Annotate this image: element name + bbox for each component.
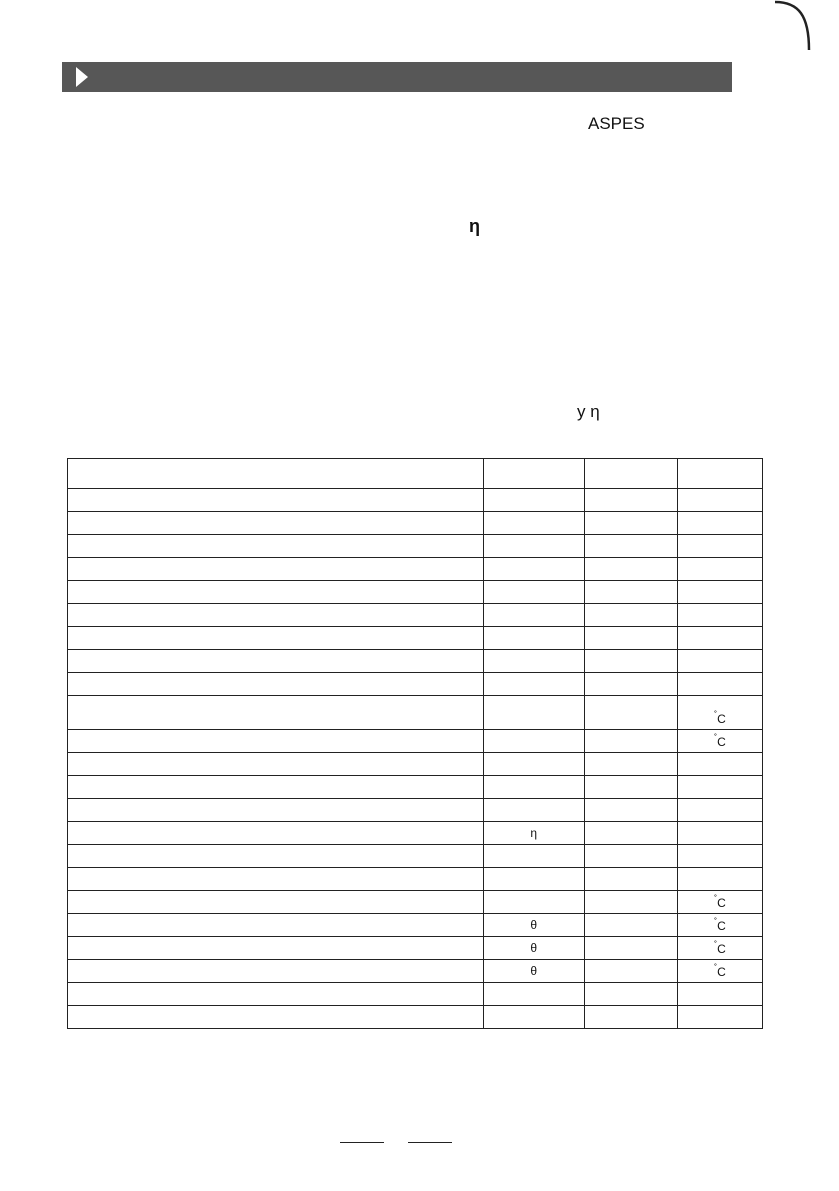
- row-label-cell: [68, 604, 484, 627]
- row-symbol-cell: [483, 459, 584, 489]
- row-symbol-cell: [483, 753, 584, 776]
- row-label-cell: [68, 983, 484, 1006]
- row-unit-cell: [677, 650, 762, 673]
- table-row: [68, 581, 763, 604]
- table-row: [68, 673, 763, 696]
- unit-letter: C: [717, 919, 726, 933]
- unit-letter: C: [717, 965, 726, 979]
- row-symbol-cell: [483, 673, 584, 696]
- row-symbol-cell: [483, 983, 584, 1006]
- row-value-cell: [584, 459, 677, 489]
- table-row: [68, 696, 763, 730]
- page-corner-curve: [773, 0, 813, 52]
- row-label-cell: [68, 753, 484, 776]
- row-label-cell: [68, 845, 484, 868]
- footer-line-left: [340, 1142, 384, 1143]
- row-value-cell: [584, 845, 677, 868]
- table-row: [68, 845, 763, 868]
- row-label-cell: [68, 799, 484, 822]
- degree-mark: ˚: [714, 917, 718, 927]
- row-value-cell: [584, 799, 677, 822]
- row-symbol-cell: [483, 581, 584, 604]
- row-unit-cell: [677, 730, 762, 753]
- play-triangle-icon: [76, 67, 88, 87]
- section-header-bar: [62, 62, 732, 92]
- unit-text: [714, 919, 726, 936]
- table-row: [68, 459, 763, 489]
- footer-line-right: [408, 1142, 452, 1143]
- table-row: [68, 960, 763, 983]
- row-value-cell: [584, 983, 677, 1006]
- row-label-cell: [68, 673, 484, 696]
- table-row: [68, 512, 763, 535]
- table-row: [68, 868, 763, 891]
- row-unit-cell: [677, 673, 762, 696]
- row-value-cell: [584, 1006, 677, 1029]
- unit-letter: C: [717, 712, 726, 726]
- row-unit-cell: [677, 868, 762, 891]
- row-symbol-cell: [483, 696, 584, 730]
- row-label-cell: [68, 937, 484, 960]
- row-symbol-cell: θ: [483, 960, 584, 983]
- row-unit-cell: [677, 581, 762, 604]
- row-symbol-cell: [483, 535, 584, 558]
- row-value-cell: [584, 937, 677, 960]
- row-value-cell: [584, 535, 677, 558]
- row-unit-cell: [677, 604, 762, 627]
- row-unit-cell: [677, 776, 762, 799]
- row-label-cell: [68, 627, 484, 650]
- row-unit-cell: [677, 799, 762, 822]
- row-unit-cell: [677, 845, 762, 868]
- table-row: [68, 1006, 763, 1029]
- row-value-cell: [584, 627, 677, 650]
- table-row: [68, 822, 763, 845]
- table-row: [68, 535, 763, 558]
- table-row: [68, 604, 763, 627]
- row-symbol-cell: [483, 604, 584, 627]
- row-symbol-cell: [483, 1006, 584, 1029]
- row-label-cell: [68, 868, 484, 891]
- table-row: [68, 730, 763, 753]
- row-value-cell: [584, 914, 677, 937]
- row-label-cell: [68, 558, 484, 581]
- row-symbol-cell: [483, 489, 584, 512]
- row-symbol-cell: η: [483, 822, 584, 845]
- row-label-cell: [68, 581, 484, 604]
- row-symbol-cell: [483, 627, 584, 650]
- table-row: [68, 776, 763, 799]
- unit-text: [714, 735, 726, 752]
- unit-text: [714, 712, 726, 729]
- row-label-cell: [68, 891, 484, 914]
- row-unit-cell: [677, 937, 762, 960]
- row-unit-cell: [677, 960, 762, 983]
- row-symbol-cell: [483, 512, 584, 535]
- table-row: [68, 558, 763, 581]
- row-value-cell: [584, 581, 677, 604]
- row-symbol-cell: θ: [483, 937, 584, 960]
- row-unit-cell: [677, 914, 762, 937]
- row-symbol-cell: [483, 891, 584, 914]
- row-symbol-cell: [483, 776, 584, 799]
- row-value-cell: [584, 489, 677, 512]
- row-value-cell: [584, 776, 677, 799]
- row-symbol-cell: [483, 558, 584, 581]
- row-label-cell: [68, 914, 484, 937]
- row-unit-cell: [677, 535, 762, 558]
- row-value-cell: [584, 891, 677, 914]
- row-symbol-cell: [483, 650, 584, 673]
- row-unit-cell: [677, 489, 762, 512]
- row-label-cell: [68, 696, 484, 730]
- table-row: [68, 799, 763, 822]
- row-value-cell: [584, 960, 677, 983]
- degree-mark: ˚: [714, 733, 718, 743]
- table-row: [68, 914, 763, 937]
- row-unit-cell: [677, 459, 762, 489]
- row-label-cell: [68, 1006, 484, 1029]
- unit-text: [714, 896, 726, 913]
- row-unit-cell: [677, 696, 762, 730]
- row-symbol-cell: [483, 730, 584, 753]
- row-unit-cell: [677, 512, 762, 535]
- row-label-cell: [68, 489, 484, 512]
- row-value-cell: [584, 558, 677, 581]
- row-value-cell: [584, 753, 677, 776]
- row-symbol-cell: [483, 799, 584, 822]
- row-label-cell: [68, 459, 484, 489]
- degree-mark: ˚: [714, 710, 718, 720]
- row-unit-cell: [677, 558, 762, 581]
- unit-letter: C: [717, 942, 726, 956]
- row-unit-cell: [677, 822, 762, 845]
- row-value-cell: [584, 696, 677, 730]
- row-unit-cell: [677, 1006, 762, 1029]
- row-unit-cell: [677, 627, 762, 650]
- unit-letter: C: [717, 735, 726, 749]
- unit-text: [714, 965, 726, 982]
- unit-letter: C: [717, 896, 726, 910]
- table-row: [68, 627, 763, 650]
- row-symbol-cell: θ: [483, 914, 584, 937]
- row-label-cell: [68, 960, 484, 983]
- degree-mark: ˚: [714, 963, 718, 973]
- row-value-cell: [584, 512, 677, 535]
- table-row: [68, 489, 763, 512]
- y-eta-text: y η: [577, 402, 600, 421]
- row-value-cell: [584, 730, 677, 753]
- row-value-cell: [584, 604, 677, 627]
- eta-symbol: η: [469, 216, 480, 236]
- row-value-cell: [584, 650, 677, 673]
- degree-mark: ˚: [714, 894, 718, 904]
- table-row: [68, 650, 763, 673]
- row-label-cell: [68, 535, 484, 558]
- row-label-cell: [68, 512, 484, 535]
- row-label-cell: [68, 822, 484, 845]
- row-value-cell: [584, 822, 677, 845]
- table-row: [68, 937, 763, 960]
- row-value-cell: [584, 868, 677, 891]
- row-label-cell: [68, 730, 484, 753]
- spec-table: [67, 458, 763, 1029]
- row-label-cell: [68, 650, 484, 673]
- degree-mark: ˚: [714, 940, 718, 950]
- table-row: [68, 983, 763, 1006]
- table-row: [68, 891, 763, 914]
- row-unit-cell: [677, 891, 762, 914]
- brand-name: ASPES: [588, 114, 645, 133]
- row-symbol-cell: [483, 845, 584, 868]
- row-value-cell: [584, 673, 677, 696]
- row-symbol-cell: [483, 868, 584, 891]
- unit-text: [714, 942, 726, 959]
- row-label-cell: [68, 776, 484, 799]
- row-unit-cell: [677, 983, 762, 1006]
- row-unit-cell: [677, 753, 762, 776]
- table-row: [68, 753, 763, 776]
